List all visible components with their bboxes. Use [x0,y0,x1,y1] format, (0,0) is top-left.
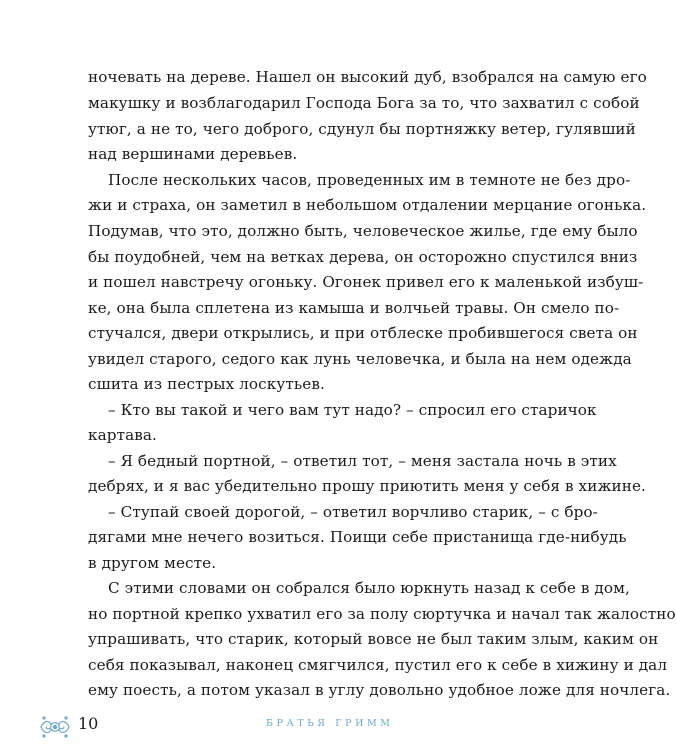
text-line: и пошел навстречу огоньку. Огонек привел его к маленькой избуш- [88,273,644,291]
text-line: в другом месте. [88,554,217,572]
text-line: жи и страха, он заметил в небольшом отдалении мерцание огонька. [88,196,647,214]
paragraph-first-line: После нескольких часов, проведенных им в темноте не без дро- [108,171,631,189]
text-line: себя показывал, наконец смягчился, пустил его к себе в хижину и дал [88,656,668,674]
dialogue-line: – Я бедный портной, – ответил тот, – меня застала ночь в этих [108,452,617,470]
text-line: макушку и возблагодарил Господа Бога за то, что захватил с собой [88,94,640,112]
paragraph-first-line: С этими словами он собрался было юркнуть назад к себе в дом, [108,579,630,597]
page-number: 10 [78,714,99,733]
text-line: над вершинами деревьев. [88,145,298,163]
text-line: ему поесть, а потом указал в углу довольно удобное ложе для ночлега. [88,681,671,699]
text-line: упрашивать, что старик, который вовсе не был таким злым, каким он [88,630,659,648]
text-line: ночевать на дереве. Нашел он высокий дуб, взобрался на самую его [88,68,647,86]
text-line: утюг, а не то, чего доброго, сдунул бы портняжку ветер, гулявший [88,120,636,138]
text-line: но портной крепко ухватил его за полу сюртучка и начал так жалостно [88,605,676,623]
text-line: сшита из пестрых лоскутьев. [88,375,325,393]
text-line: ке, она была сплетена из камыша и волчьей травы. Он смело по- [88,299,620,317]
dialogue-line: – Ступай своей дорогой, – ответил ворчливо старик, – с бро- [108,503,598,521]
text-line: дягами мне нечего возиться. Поищи себе пристанища где-нибудь [88,528,627,546]
dialogue-line: – Кто вы такой и чего вам тут надо? – спросил его старичок [108,401,597,419]
text-line: дебрях, и я вас убедительно прошу приютить меня у себя в хижине. [88,477,646,495]
text-line: картава. [88,426,157,444]
text-line: Подумав, что это, должно быть, человеческое жилье, где ему было [88,222,638,240]
text-line: бы поудобней, чем на ветках дерева, он осторожно спустился вниз [88,248,638,266]
running-head: БРАТЬЯ ГРИММ [266,718,394,729]
text-line: стучался, двери открылись, и при отблеске пробившегося света он [88,324,638,342]
text-line: увидел старого, седого как лунь человечка, и была на нем одежда [88,350,632,368]
ornamental-flourish-icon [38,714,72,740]
